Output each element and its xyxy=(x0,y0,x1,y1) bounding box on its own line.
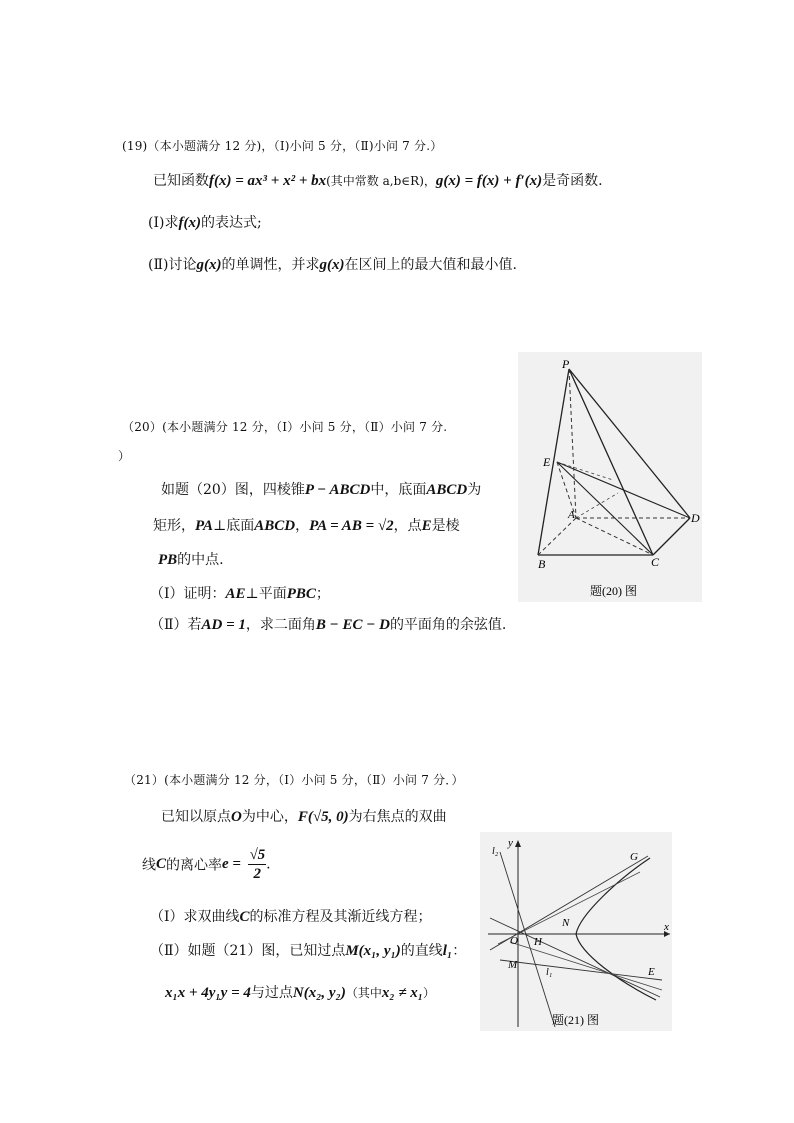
fig21-label-n: N xyxy=(562,917,570,929)
fig21-label-g: G xyxy=(630,851,638,863)
q20-pb: PB xyxy=(158,552,178,568)
q21-line4-text-2: （其中 xyxy=(345,986,382,1000)
q19-intro-text: 已知函数 xyxy=(153,173,209,189)
q21-part2-text: 的直线 xyxy=(400,943,443,959)
fig20-label-c: C xyxy=(651,555,660,569)
fig20-label-p: P xyxy=(562,357,570,371)
q21-line2-dot: . xyxy=(266,856,271,873)
q21-line2-text-2: 的离心率 xyxy=(166,857,223,874)
q20-ae: AE xyxy=(225,586,246,602)
q20-pa-ab-eq: PA = AB = √2 xyxy=(309,518,394,534)
fig21-caption: 题(21) 图 xyxy=(552,1013,599,1027)
q19-part1 xyxy=(148,212,262,232)
q20-part2-label: （Ⅱ）若 xyxy=(150,617,202,633)
fig21-label-m: M xyxy=(508,959,518,971)
fig21-label-o: O xyxy=(510,935,518,947)
q20-abcd: ABCD xyxy=(254,518,296,534)
q19-part2-text: 的单调性，并求 xyxy=(221,257,320,273)
q21-header: （21）(本小题满分 12 分，（Ⅰ）小问 5 分，（Ⅱ）小问 7 分．） xyxy=(124,773,464,787)
q20-line2-point: ，点 xyxy=(393,518,422,534)
q19-g-definition: g(x) = f(x) + f′(x) xyxy=(435,173,543,189)
q20-line3-text: 的中点. xyxy=(177,552,224,568)
pyramid-diagram xyxy=(518,352,702,602)
q20-part1-label: （Ⅰ）证明： xyxy=(150,586,226,602)
fig21-label-x: x xyxy=(664,921,669,933)
q20-line1-text: 如题（20）图，四棱锥 xyxy=(161,482,305,498)
fig21-label-h: H xyxy=(534,936,542,948)
q20-part1-end: ； xyxy=(315,586,330,602)
q21-curve-c: C xyxy=(156,856,167,872)
q19-part2-label: (Ⅱ)讨论 xyxy=(148,257,197,273)
q19-intro-constants: (其中常数 a,b∈R)， xyxy=(326,174,436,188)
q20-line2 xyxy=(153,515,460,535)
q19-intro-odd: 是奇函数. xyxy=(542,173,603,189)
q20-part1-perp: ⊥平面 xyxy=(245,586,287,602)
q21-l1-equation: x₁x + 4y₁y = 4 xyxy=(165,985,251,1001)
q19-part2-gx: g(x) xyxy=(196,257,222,273)
fig21-label-y: y xyxy=(508,837,513,849)
q21-line2 xyxy=(142,846,271,888)
q19-header: (19)（本小题满分 12 分)，（Ⅰ)小问 5 分，（Ⅱ)小问 7 分.） xyxy=(122,139,443,153)
q20-ad: AD = 1 xyxy=(201,617,246,633)
q20-line1-text-2: 中，底面 xyxy=(370,482,427,498)
fig20-label-d: D xyxy=(691,511,700,525)
q20-pyramid: P − ABCD xyxy=(304,482,371,498)
fig20-label-b: B xyxy=(538,557,546,571)
q21-line4 xyxy=(165,982,435,1002)
q19-part1-fx: f(x) xyxy=(178,215,201,231)
q19-part1-text: 的表达式; xyxy=(200,215,262,231)
q21-figure xyxy=(480,832,672,1031)
q20-line2-comma: ， xyxy=(295,518,310,534)
q20-line1-text-3: 为 xyxy=(467,482,482,498)
q21-origin: O xyxy=(231,809,242,825)
q21-part2 xyxy=(150,940,466,960)
q20-line2-edge: 是棱 xyxy=(431,518,460,534)
q21-line4-end: ） xyxy=(423,986,436,1000)
q21-part2-colon: ： xyxy=(452,943,467,959)
q21-point-n: N(x₂, y₂) xyxy=(292,985,346,1001)
fig20-caption: 题(20) 图 xyxy=(590,584,637,598)
fig21-label-l1: l₁ xyxy=(546,967,553,978)
q20-line2-perp: ⊥底面 xyxy=(213,518,255,534)
q20-pa: PA xyxy=(195,518,214,534)
q21-line-l1: l₁ xyxy=(442,943,453,959)
q21-line1-text: 已知以原点 xyxy=(161,809,231,825)
q21-line4-text: 与过点 xyxy=(250,985,293,1001)
q20-pbc: PBC xyxy=(286,586,316,602)
fig21-label-e: E xyxy=(648,966,655,978)
q21-eccentricity-label: e = xyxy=(222,856,241,872)
q20-figure xyxy=(518,352,702,602)
q19-part2 xyxy=(148,254,517,274)
q20-part2 xyxy=(150,614,506,634)
q20-line3 xyxy=(158,549,224,569)
q21-part1-text: 的标准方程及其渐近线方程； xyxy=(249,909,432,925)
q21-line2-text: 线 xyxy=(142,857,156,874)
q21-fraction-denominator: 2 xyxy=(253,866,262,882)
fig20-label-e: E xyxy=(543,455,551,469)
q21-part1 xyxy=(150,906,432,926)
q20-part1 xyxy=(150,583,330,603)
q19-f-definition: f(x) = ax³ + x² + bx xyxy=(209,173,327,189)
q21-part1-c: C xyxy=(239,909,250,925)
q21-line1-text-2: 为中心， xyxy=(241,809,298,825)
q20-point-e: E xyxy=(421,518,432,534)
q20-header-tail: ） xyxy=(118,449,131,463)
q21-eccentricity-fraction xyxy=(248,846,266,883)
q20-line2-text: 矩形， xyxy=(153,518,195,534)
q19-part2-gx-2: g(x) xyxy=(319,257,345,273)
q19-intro xyxy=(153,170,603,190)
q21-fraction-numerator: √5 xyxy=(249,847,266,863)
q21-line1 xyxy=(161,806,447,826)
q20-part2-text: ，求二面角 xyxy=(245,617,316,633)
q21-condition: x₂ ≠ x₁ xyxy=(381,985,424,1001)
q20-base: ABCD xyxy=(426,482,468,498)
q19-part1-label: (Ⅰ)求 xyxy=(148,215,179,231)
q21-part1-label: （Ⅰ）求双曲线 xyxy=(150,909,240,925)
q21-part2-label: （Ⅱ）如题（21）图，已知过点 xyxy=(150,943,346,959)
q20-header: （20）(本小题满分 12 分，（Ⅰ）小问 5 分，（Ⅱ）小问 7 分. xyxy=(122,420,448,434)
q20-part2-end: 的平面角的余弦值. xyxy=(389,617,507,633)
fig20-label-a: A xyxy=(568,509,575,521)
q20-dihedral: B − EC − D xyxy=(315,617,390,633)
fig21-label-l2: l₂ xyxy=(492,846,499,857)
q20-line1 xyxy=(161,479,481,499)
q21-focus: F(√5, 0) xyxy=(297,809,349,825)
q21-line1-text-3: 为右焦点的双曲 xyxy=(348,809,447,825)
hyperbola-diagram xyxy=(480,832,672,1031)
q19-part2-text-2: 在区间上的最大值和最小值. xyxy=(344,257,517,273)
q21-point-m: M(x₁, y₁) xyxy=(345,943,401,959)
